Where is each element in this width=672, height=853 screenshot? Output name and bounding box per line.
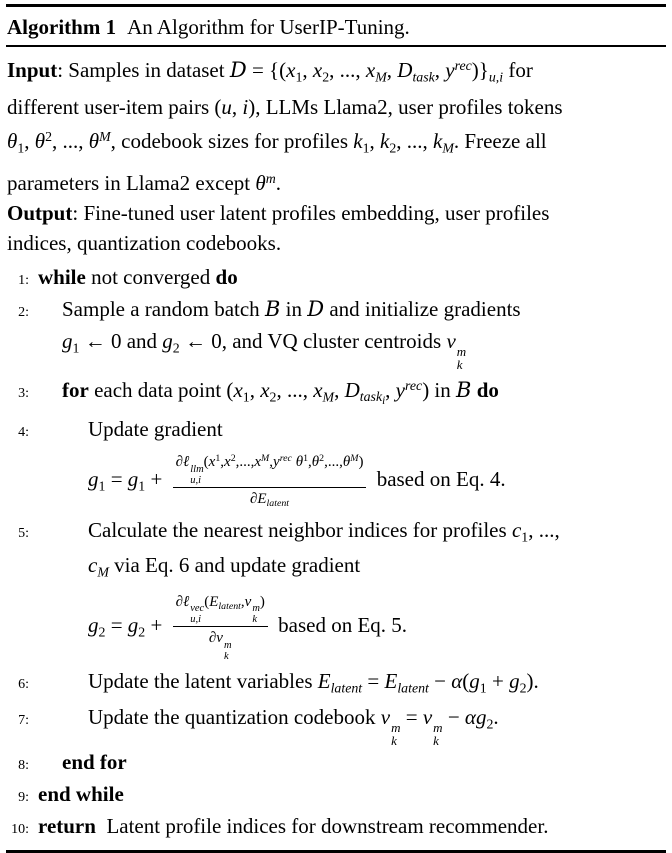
text-run: c [511, 517, 522, 542]
text-run: α [451, 669, 463, 694]
text-run: return [38, 813, 96, 838]
preamble-line-1 [7, 51, 665, 92]
preamble-line-3 [7, 122, 665, 163]
text-run: different user-item pairs ( [7, 95, 222, 120]
sup-sub-stack [190, 603, 204, 625]
text-run: . [493, 704, 499, 729]
text-run: D [344, 377, 360, 402]
sup-sub-stack [252, 603, 260, 625]
text-run: , [369, 129, 381, 154]
line-content [38, 812, 548, 840]
text-run: x [233, 377, 243, 402]
text-run: u,i [190, 614, 202, 626]
text-run: g [62, 328, 73, 353]
fraction [173, 592, 268, 663]
text-run: x [286, 57, 296, 82]
fraction-numerator [173, 592, 268, 628]
text-run: , [302, 57, 313, 82]
text-run: do [476, 377, 499, 402]
text-run: E [317, 669, 331, 694]
text-run: g [88, 612, 99, 637]
algorithm-line-continuation [6, 327, 666, 372]
text-run: rec [279, 453, 292, 465]
text-run: k [223, 651, 229, 663]
text-run: 1 [295, 69, 303, 85]
text-run: , [334, 377, 345, 402]
text-run: g [127, 612, 139, 637]
text-run: θ [311, 454, 320, 471]
text-run: = [105, 612, 128, 637]
line-content [88, 667, 539, 702]
text-run: ← 0, and VQ cluster centroids [179, 328, 447, 353]
text-run: m [391, 719, 401, 735]
text-run: M [99, 129, 111, 145]
text-run: 2 [322, 69, 330, 85]
text-run: ( [204, 593, 210, 610]
text-run: k [433, 733, 439, 749]
text-run: 1 [138, 478, 146, 494]
text-run: x [312, 57, 323, 82]
text-run: Update the quantization codebook [88, 704, 381, 729]
text-run: = {( [246, 57, 287, 82]
text-run: k [433, 129, 443, 154]
fraction [173, 452, 367, 510]
text-run: ) [259, 593, 265, 610]
algorithm-line-8 [6, 748, 666, 780]
text-run: m [223, 640, 232, 652]
text-run: 1 [362, 140, 370, 156]
text-run: and initialize gradients [324, 296, 521, 321]
text-run: 2 [319, 453, 325, 465]
line-number: 2: [18, 304, 29, 320]
text-run: g [162, 328, 173, 353]
text-run: k [391, 733, 397, 749]
algorithm-line-4 [6, 415, 666, 447]
line-number: 5: [18, 525, 29, 541]
text-run: for [503, 57, 533, 82]
sup-sub-stack [190, 464, 203, 486]
sup-sub-stack [224, 640, 232, 662]
text-run: ). [526, 669, 539, 694]
text-run: end while [38, 781, 124, 806]
text-run: , [220, 454, 225, 471]
text-run: , [249, 377, 261, 402]
text-run: while [38, 264, 86, 289]
preamble-line-6 [7, 228, 665, 258]
text-run: m [433, 719, 443, 735]
line-number: 7: [18, 712, 29, 728]
text-run: Calculate the nearest neighbor indices for profiles [88, 517, 512, 542]
text-run: x [254, 454, 262, 471]
text-run: v [244, 593, 252, 610]
text-run: g [127, 467, 139, 492]
text-run: based on Eq. 5. [272, 612, 408, 637]
text-run: end for [62, 749, 127, 774]
text-run: Latent profile indices for downstream recommender. [95, 813, 549, 838]
text-run: : Samples in dataset [57, 57, 230, 82]
text-run: 1 [215, 453, 221, 465]
text-run: k [252, 614, 257, 626]
text-run: 2 [269, 389, 277, 405]
text-run: D [229, 57, 247, 82]
line-content [38, 263, 238, 291]
text-run: θ [34, 129, 46, 154]
text-run: D [397, 57, 413, 82]
algorithm-line-continuation [6, 447, 666, 515]
text-run: 2 [230, 453, 236, 465]
text-run: D [307, 296, 325, 321]
sup-sub-stack [457, 345, 466, 372]
text-run: ∂ℓ [175, 454, 190, 471]
text-run: ∂ℓ [175, 593, 190, 610]
text-run: v [380, 704, 391, 729]
text-run: Input [7, 57, 58, 82]
text-run: = [105, 467, 128, 492]
text-run: . Freeze all [453, 129, 547, 154]
text-run: for [62, 377, 89, 402]
text-run: M [442, 140, 454, 156]
input-output-block [6, 47, 666, 259]
text-run: θ [7, 129, 18, 154]
text-run: latent [397, 680, 429, 696]
text-run: 1 [17, 140, 25, 156]
text-run: ∂v [208, 630, 223, 647]
algorithm-line-6 [6, 667, 666, 702]
text-run: latent [330, 680, 363, 696]
algorithm-title-text: An Algorithm for UserIP-Tuning. [127, 15, 410, 39]
preamble-line-2 [7, 92, 665, 122]
text-run: ,..., [324, 454, 343, 471]
line-content [88, 551, 360, 586]
text-run: , [269, 454, 274, 471]
text-run: task [412, 69, 435, 85]
line-number: 9: [18, 789, 29, 805]
text-run: vec [190, 603, 205, 615]
text-run: k [380, 129, 390, 154]
text-run: . [275, 170, 281, 195]
line-content [62, 748, 127, 776]
line-content [62, 327, 466, 372]
text-run: 1 [242, 389, 250, 405]
text-run: m [265, 170, 276, 186]
text-run: x [365, 57, 376, 82]
text-run: α [464, 704, 476, 729]
text-run: x [208, 454, 216, 471]
algorithm-line-1 [6, 263, 666, 295]
sup-sub-stack [433, 721, 442, 748]
preamble-line-4 [7, 164, 665, 198]
text-run: ), LLMs Llama2, user profiles tokens [248, 95, 563, 120]
text-run: Update gradient [88, 417, 223, 442]
text-run: + [145, 467, 168, 492]
text-run: M [97, 564, 109, 580]
text-run: , [386, 57, 398, 82]
text-run: rec [405, 377, 423, 393]
text-run: y [445, 57, 455, 82]
line-number: 4: [18, 425, 29, 441]
text-run: − [428, 669, 452, 694]
text-run: 1 [479, 680, 487, 696]
text-run: each data point ( [88, 377, 234, 402]
preamble-line-5 [7, 198, 665, 228]
text-run: M [322, 389, 335, 405]
text-run: x [313, 377, 323, 402]
algorithm-line-9 [6, 780, 666, 812]
text-run: ) [358, 454, 364, 471]
text-run: θ [291, 454, 304, 471]
text-run: ( [203, 454, 209, 471]
text-run: M [350, 453, 359, 465]
text-run: θ [255, 170, 266, 195]
text-run: : Fine-tuned user latent profiles embedding, user profiles [72, 200, 550, 225]
text-run: 2 [138, 624, 146, 640]
text-run: ) in [422, 377, 457, 402]
text-run: , ..., [329, 57, 366, 82]
algorithm-body [6, 259, 666, 844]
line-number: 3: [18, 385, 29, 401]
text-run: via Eq. 6 and update gradient [108, 553, 361, 578]
text-run: = [362, 669, 385, 694]
text-run: = [400, 704, 423, 729]
text-run: θ [88, 129, 100, 154]
text-run: 1 [303, 453, 309, 465]
text-run: ∂E [249, 491, 267, 508]
text-run: g [88, 467, 99, 492]
text-run: not converged [85, 264, 216, 289]
text-run: llm [190, 464, 204, 476]
text-run: 2 [486, 716, 494, 732]
text-run: x [260, 377, 270, 402]
text-run: rec [454, 58, 472, 73]
line-content [88, 452, 506, 510]
text-run: i [382, 395, 386, 408]
algorithm-line-continuation [6, 587, 666, 668]
text-run: 1 [72, 340, 80, 356]
text-run: in [280, 296, 308, 321]
text-run: E [384, 669, 398, 694]
line-content [88, 703, 499, 748]
text-run: , ..., [276, 377, 314, 402]
text-run: u,i [488, 69, 504, 85]
text-run: y [395, 377, 405, 402]
text-run: )} [471, 57, 489, 82]
text-run: u [221, 95, 232, 120]
text-run: m [252, 603, 260, 615]
text-run: 2 [98, 624, 106, 640]
text-run: , [308, 454, 312, 471]
text-run: ,..., [235, 454, 255, 471]
text-run: task [359, 389, 383, 405]
text-run: m [456, 343, 467, 359]
text-run: based on Eq. 4. [371, 467, 506, 492]
algorithm-line-continuation [6, 551, 666, 586]
fraction-denominator [209, 627, 232, 662]
text-run: latent [266, 498, 290, 510]
text-run: k [456, 357, 463, 373]
text-run: ( [462, 669, 470, 694]
algorithm-line-3 [6, 372, 666, 415]
text-run: Sample a random batch [62, 296, 265, 321]
text-run: do [215, 264, 238, 289]
text-run: , ..., [528, 517, 560, 542]
text-run: , [385, 377, 396, 402]
text-run: , codebook sizes for profiles [110, 129, 354, 154]
algorithm-line-10 [6, 812, 666, 844]
text-run [359, 389, 386, 408]
text-run: − [442, 704, 465, 729]
text-run: Output [7, 200, 73, 225]
algorithm-figure [0, 4, 672, 838]
text-run: c [88, 553, 98, 578]
text-run: B [264, 296, 281, 321]
text-run: θ [342, 454, 351, 471]
text-run: 2 [389, 140, 397, 156]
text-run: ← 0 and [79, 328, 163, 353]
text-run: , [434, 57, 446, 82]
text-run: v [446, 328, 456, 353]
text-run: , [231, 95, 243, 120]
text-run: x [224, 454, 231, 471]
text-run: 2 [45, 129, 53, 145]
text-run: M [375, 69, 387, 85]
text-run: M [261, 453, 270, 465]
text-run: g [509, 669, 520, 694]
line-number: 1: [18, 272, 29, 288]
text-run: 1 [98, 478, 106, 494]
text-run: y [273, 454, 280, 471]
line-content [88, 592, 407, 663]
text-run: E [209, 593, 219, 610]
text-run: + [486, 669, 510, 694]
fraction-numerator [173, 452, 367, 488]
text-run: i [242, 95, 249, 120]
text-run: 1 [521, 529, 529, 545]
fraction-denominator [250, 488, 289, 511]
text-run: parameters in Llama2 except [7, 170, 256, 195]
text-run: u,i [190, 475, 202, 487]
text-run: 2 [172, 340, 180, 356]
text-run: 2 [519, 680, 527, 696]
text-run: + [145, 612, 168, 637]
line-content [88, 516, 560, 551]
text-run: B [456, 377, 472, 402]
text-run: indices, quantization codebooks. [7, 230, 282, 255]
text-run: v [422, 704, 433, 729]
algorithm-line-2 [6, 295, 666, 327]
line-number: 10: [11, 821, 29, 837]
text-run: , [24, 129, 35, 154]
text-run: g [469, 669, 480, 694]
algorithm-line-5 [6, 516, 666, 551]
text-run: , ..., [52, 129, 89, 154]
text-run: , [240, 593, 245, 610]
algorithm-line-7 [6, 703, 666, 748]
line-number: 6: [18, 677, 29, 693]
algorithm-label: Algorithm 1 [7, 15, 117, 39]
algorithm-title [6, 7, 666, 45]
line-number: 8: [18, 757, 29, 773]
line-content [62, 372, 499, 415]
text-run: Update the latent variables [88, 669, 318, 694]
text-run: k [353, 129, 363, 154]
line-content [88, 415, 223, 443]
line-content [38, 780, 124, 808]
line-content [62, 295, 521, 323]
text-run: latent [218, 600, 241, 612]
text-run: , ..., [396, 129, 434, 154]
text-run: g [475, 704, 487, 729]
